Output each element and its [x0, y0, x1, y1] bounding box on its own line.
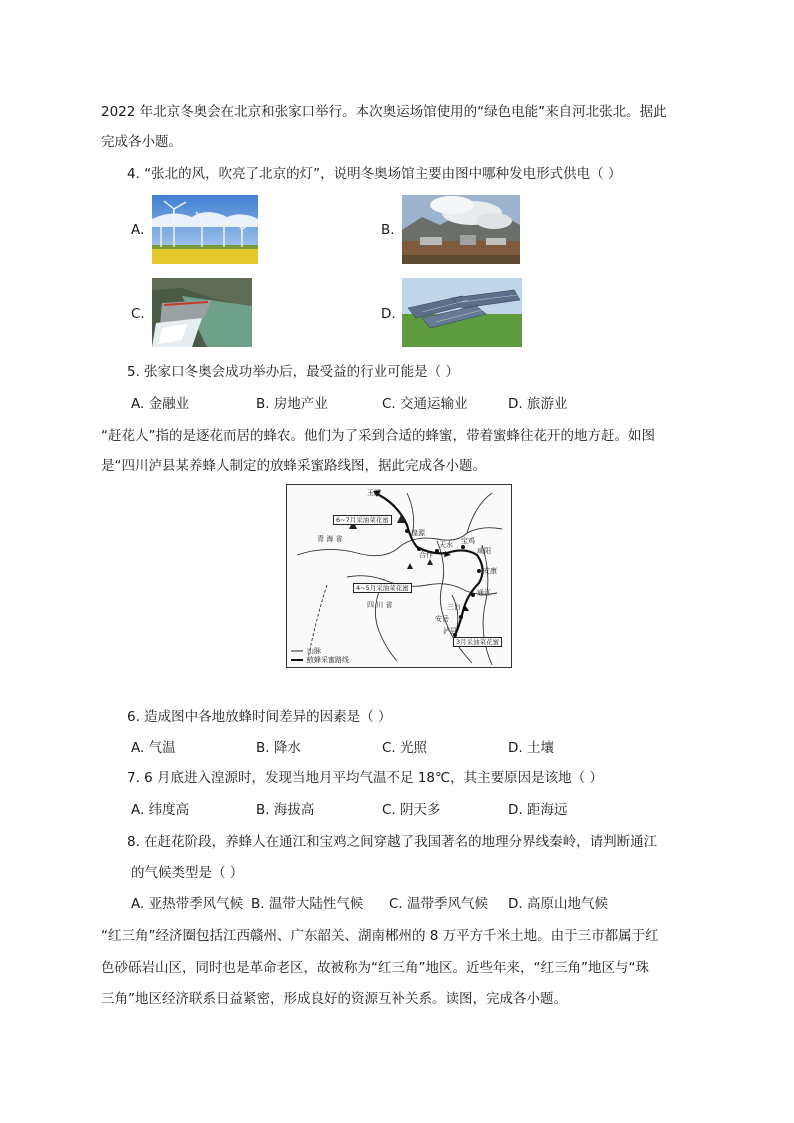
map-label-anyue: 安岳 — [435, 615, 449, 623]
map-label-ankang: 安康 — [483, 567, 497, 575]
q4-option-d-label: D. — [381, 306, 396, 322]
bee-route-map — [286, 484, 512, 668]
map-box-june-july: 6~7月采油菜花蜜 — [333, 515, 392, 525]
question-5-stem: 5. 张家口冬奥会成功举办后，最受益的行业可能是（ ） — [127, 364, 459, 380]
q6-option-c: C. 光照 — [382, 740, 428, 756]
q4-option-a-label: A. — [131, 222, 145, 238]
q7-option-a: A. 纬度高 — [131, 802, 190, 818]
q6-option-a: A. 气温 — [131, 740, 176, 756]
map-label-huangyuan: 湟源 — [411, 529, 425, 537]
q4-option-c-label: C. — [131, 306, 145, 322]
map-label-baoji: 宝鸡 — [461, 537, 475, 545]
question-6-stem: 6. 造成图中各地放蜂时间差异的因素是（ ） — [127, 709, 392, 725]
q4-option-b-label: B. — [381, 222, 395, 238]
map-label-sichuan: 四 川 省 — [367, 601, 393, 609]
q8-option-d: D. 高原山地气候 — [508, 896, 608, 912]
map-label-luxian: 泸县 — [443, 627, 457, 635]
intro-paragraph-beekeeper-line1: “赶花人”指的是逐花而居的蜂农。他们为了采到合适的蜂蜜，带着蜜蜂往花开的地方赶。如图 — [101, 428, 655, 444]
q7-option-b: B. 海拔高 — [256, 802, 315, 818]
question-7-stem: 7. 6 月底进入湟源时，发现当地月平均气温不足 18℃，其主要原因是该地（ ） — [127, 770, 603, 786]
q5-option-b: B. 房地产业 — [256, 396, 328, 412]
map-label-santai: 三台 — [447, 603, 461, 611]
intro-paragraph-red-triangle-line1: “红三角”经济圈包括江西赣州、广东韶关、湖南郴州的 8 万平方千米土地。由于三市都属于红 — [101, 928, 659, 944]
wind-farm-image — [152, 195, 258, 264]
question-8-stem-line2: 的气候类型是（ ） — [131, 865, 244, 881]
map-legend-mountain: 山脉 — [307, 647, 321, 655]
q7-option-d: D. 距海远 — [508, 802, 568, 818]
q8-option-a: A. 亚热带季风气候 — [131, 896, 244, 912]
q6-option-d: D. 土壤 — [508, 740, 554, 756]
q7-option-c: C. 阴天多 — [382, 802, 441, 818]
intro-paragraph-olympics-line2: 完成各小题。 — [101, 134, 182, 150]
question-8-stem-line1: 8. 在赶花阶段，养蜂人在通江和宝鸡之间穿越了我国著名的地理分界线秦岭，请判断通江 — [127, 834, 658, 850]
map-box-march: 3月采油菜花蜜 — [453, 637, 502, 647]
intro-paragraph-red-triangle-line2: 色砂砾岩山区，同时也是革命老区，故被称为“红三角”地区。近些年来，“红三角”地区与“珠 — [101, 960, 649, 976]
map-box-apr-may: 4~5月采油菜花蜜 — [353, 583, 412, 593]
q8-option-b: B. 温带大陆性气候 — [251, 896, 364, 912]
map-label-xianyang: 咸阳 — [477, 547, 491, 555]
intro-paragraph-beekeeper-line2: 是“四川泸县某养蜂人制定的放蜂采蜜路线图，据此完成各小题。 — [101, 458, 486, 474]
question-4-stem: 4. “张北的风，吹亮了北京的灯”，说明冬奥场馆主要由图中哪种发电形式供电（ ） — [127, 166, 622, 182]
geothermal-plant-image — [402, 195, 520, 264]
map-label-qinghai: 青 海 省 — [317, 535, 343, 543]
q6-option-b: B. 降水 — [256, 740, 301, 756]
map-label-tianshui: 天水 — [439, 541, 453, 549]
map-label-hezuo: 合作 — [419, 551, 433, 559]
hydropower-dam-image — [152, 278, 252, 347]
map-label-yumen: 玉门 — [367, 489, 381, 497]
q5-option-a: A. 金融业 — [131, 396, 190, 412]
q5-option-c: C. 交通运输业 — [382, 396, 468, 412]
map-legend-route: 放蜂采蜜路线 — [307, 656, 349, 664]
map-label-tongjiang: 通江 — [477, 589, 491, 597]
intro-paragraph-olympics-line1: 2022 年北京冬奥会在北京和张家口举行。本次奥运场馆使用的“绿色电能”来自河北张北。据此 — [101, 104, 667, 120]
intro-paragraph-red-triangle-line3: 三角”地区经济联系日益紧密，形成良好的资源互补关系。读图，完成各小题。 — [101, 991, 567, 1007]
solar-farm-image — [402, 278, 522, 347]
q5-option-d: D. 旅游业 — [508, 396, 568, 412]
q8-option-c: C. 温带季风气候 — [389, 896, 489, 912]
